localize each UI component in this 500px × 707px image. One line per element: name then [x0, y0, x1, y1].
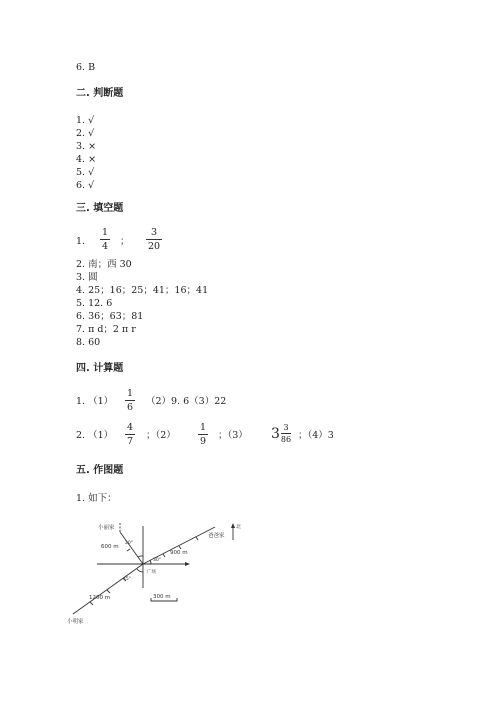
calc-row2-part2: ；（2）: [146, 430, 176, 441]
fraction-bar: [125, 434, 135, 435]
label-scale: 300 m: [153, 594, 171, 600]
judge-item: 5. √: [76, 167, 95, 178]
fraction-denominator: 20: [147, 241, 161, 252]
fraction-denominator: 4: [101, 241, 109, 252]
fraction-numerator: 4: [126, 422, 134, 433]
fraction-denominator: 7: [126, 436, 134, 447]
calc-row2-part3: ；（3）: [218, 430, 248, 441]
judge-item: 1. √: [76, 115, 95, 126]
label-angle-20: 20°: [125, 541, 133, 546]
label-xiaoming-home: 小明家: [67, 619, 84, 625]
fraction-bar: [100, 239, 110, 240]
location-map-diagram: [65, 518, 250, 626]
label-square: 广场: [147, 570, 156, 575]
mixed-number: [271, 423, 291, 444]
label-baba-home: 爸爸家: [208, 533, 225, 539]
calc-row1-rest: （2）9. 6（3）22: [146, 396, 227, 407]
label-dist-1200: 1200 m: [89, 595, 111, 601]
fraction-numerator: 3: [150, 227, 158, 238]
judge-item: 2. √: [76, 128, 95, 139]
route-to-xiaoming: [73, 564, 143, 614]
label-xiaoli-home: 小丽家: [98, 525, 115, 531]
fraction-numerator: 1: [126, 388, 134, 399]
section-title-judge: 二. 判断题: [76, 88, 124, 99]
calc-row2-part4: ；（4）3: [298, 430, 334, 441]
fraction: [125, 422, 135, 447]
fraction-denominator: 6: [126, 402, 134, 413]
route-to-xiaoli: [120, 532, 143, 564]
fill-answer: 8. 60: [76, 337, 101, 348]
fraction: [146, 227, 162, 252]
label-angle-30: 30°: [153, 558, 161, 563]
fill-answer: 4. 25；16；25；41；16；41: [76, 285, 209, 296]
fraction: [100, 227, 110, 252]
label-north: 北: [236, 524, 242, 530]
fill-answer: 2. 南；西 30: [76, 259, 132, 270]
fill-answer: 6. 36；63；81: [76, 311, 144, 322]
top-answer: 6. B: [76, 62, 96, 73]
section-title-fill: 三. 填空题: [76, 203, 124, 214]
fraction-bar: [125, 400, 135, 401]
fraction-bar: [281, 433, 291, 434]
fill-q1-label: 1.: [76, 236, 86, 247]
fraction-denominator: 9: [199, 436, 207, 447]
fill-answer: 5. 12. 6: [76, 298, 113, 309]
judge-item: 6. √: [76, 180, 95, 191]
fraction-denominator: 86: [280, 435, 292, 444]
judge-item: 4. ×: [76, 154, 97, 165]
label-dist-600: 600 m: [101, 544, 119, 550]
label-angle-45: 45°: [123, 577, 131, 582]
label-dist-900: 900 m: [170, 550, 188, 556]
judge-item: 3. ×: [76, 141, 97, 152]
fraction-numerator: 3: [283, 423, 289, 432]
calc-row2-label: 2. （1）: [76, 430, 114, 441]
fraction: [125, 388, 135, 413]
section-title-calc: 四. 计算题: [76, 363, 124, 374]
fraction-numerator: 1: [101, 227, 109, 238]
fraction-bar: [146, 239, 162, 240]
fraction-bar: [198, 434, 208, 435]
calc-row1-label: 1. （1）: [76, 396, 114, 407]
section-title-draw: 五. 作图题: [76, 465, 124, 476]
separator: ；: [120, 236, 130, 247]
fraction-numerator: 1: [199, 422, 207, 433]
fill-answer: 3. 圆: [76, 272, 98, 283]
draw-q1-label: 1. 如下：: [76, 493, 117, 504]
fraction: [281, 423, 291, 444]
fraction: [198, 422, 208, 447]
mixed-whole: 3: [271, 425, 280, 442]
fill-answer: 7. π d；2 π r: [76, 324, 136, 335]
